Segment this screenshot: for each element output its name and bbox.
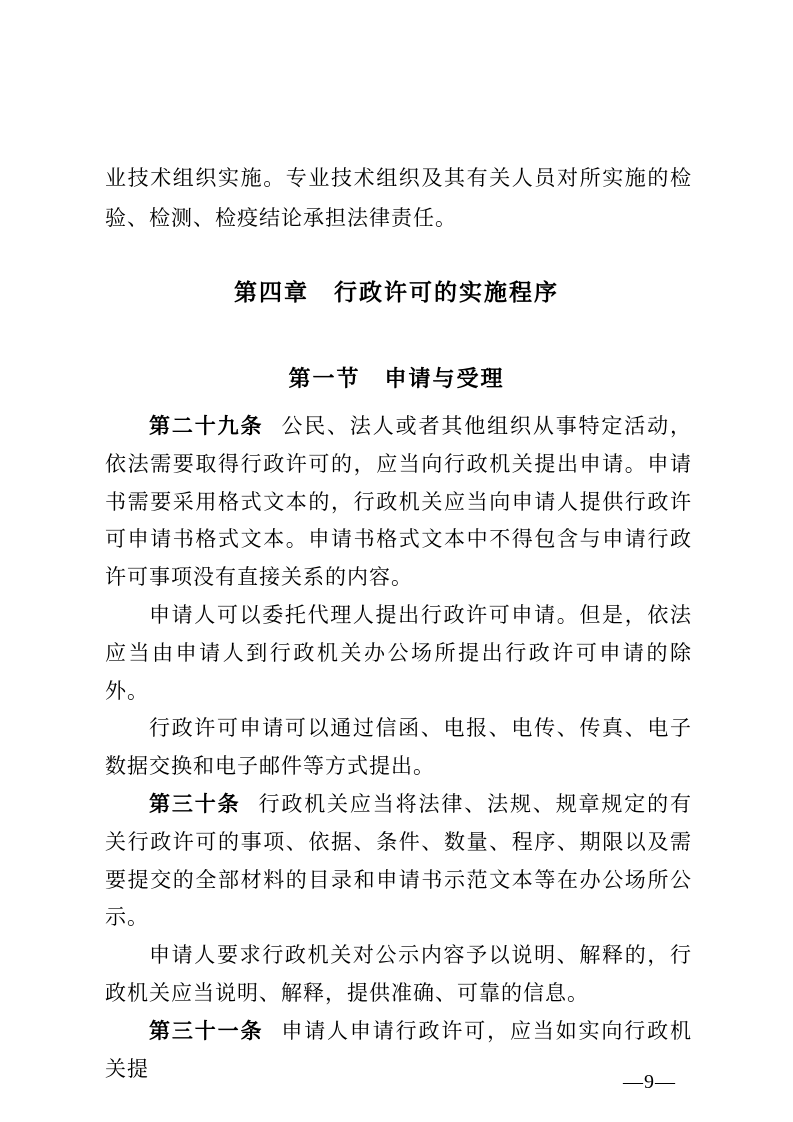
paragraph-text: 申请人可以委托代理人提出行政许可申请。但是，依法应当由申请人到行政机关办公场所提出行政许可申请的除外。 (105, 602, 692, 703)
article-paragraph (105, 1013, 692, 1089)
body-paragraph (105, 710, 692, 786)
chapter-heading: 第四章 行政许可的实施程序 (234, 279, 559, 306)
continuation-paragraph: 业技术组织实施。专业技术组织及其有关人员对所实施的检验、检测、检疫结论承担法律责任。 (105, 166, 692, 230)
body-text-block (105, 408, 692, 1088)
article-text: 申请人申请行政许可，应当如实向行政机关提 (105, 1018, 693, 1081)
body-paragraph (105, 597, 692, 710)
body-paragraph (105, 937, 692, 1013)
paragraph-text: 申请人要求行政机关对公示内容予以说明、解释的，行政机关应当说明、解释，提供准确、可靠的信息。 (105, 943, 692, 1005)
article-number-lead: 第三十一条 (149, 1019, 264, 1043)
article-number-lead: 第二十九条 (149, 415, 264, 438)
article-text: 公民、法人或者其他组织从事特定活动，依法需要取得行政许可的，应当向行政机关提出申请。申请书需要采用格式文本的，行政机关应当向申请人提供行政许可申请书格式文本。申请书格式文本中不得包含与申请行政许可事项没有直接关系的内容。 (105, 414, 693, 590)
section-heading: 第一节 申请与受理 (288, 366, 505, 391)
paragraph-text: 行政许可申请可以通过信函、电报、电传、传真、电子数据交换和电子邮件等方式提出。 (105, 716, 692, 779)
article-paragraph (105, 786, 692, 937)
article-number-lead: 第三十条 (149, 792, 241, 816)
article-text: 行政机关应当将法律、法规、规章规定的有关行政许可的事项、依据、条件、数量、程序、期限以及需要提交的全部材料的目录和申请书示范文本等在办公场所公示。 (105, 791, 693, 930)
page-number: —9— (623, 1071, 676, 1093)
article-paragraph (105, 408, 692, 597)
